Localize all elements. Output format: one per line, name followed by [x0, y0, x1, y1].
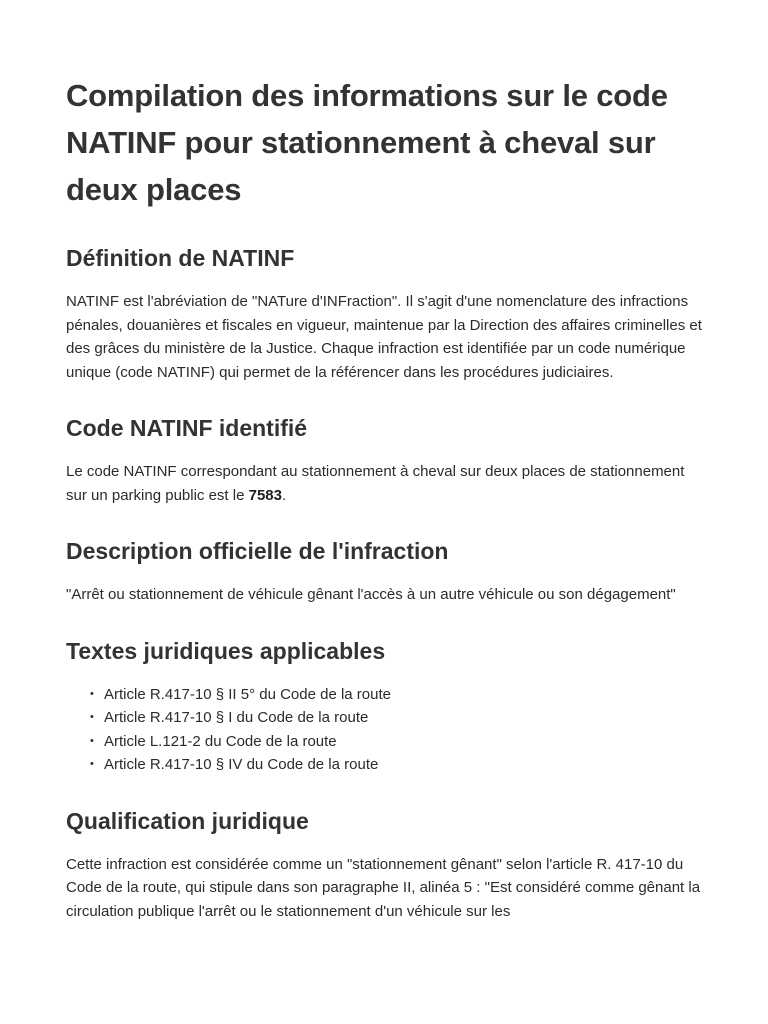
section-text-description: "Arrêt ou stationnement de véhicule gênant l'accès à un autre véhicule ou son dégagement" — [66, 586, 676, 603]
section-textes — [66, 636, 702, 777]
section-definition — [66, 243, 702, 384]
law-list — [66, 683, 702, 777]
section-heading-definition: Définition de NATINF — [66, 245, 295, 271]
section-heading-code: Code NATINF identifié — [66, 415, 308, 441]
list-item — [90, 706, 702, 730]
list-item-text: Article R.417-10 § I du Code de la route — [104, 709, 369, 726]
section-heading-textes: Textes juridiques applicables — [66, 637, 386, 664]
bullet-icon: • — [90, 734, 94, 747]
section-text-definition: NATINF est l'abréviation de "NATure d'INFraction". Il s'agit d'une nomenclature des infractions pénales, douanières et fiscales en vigueur, maintenue par la Direction des affaires criminelles et des grâces du ministère de la Justice. Chaque infraction est identifiée par un code numérique unique (code NATINF) qui permet de la référencer dans les procédures judiciaires. — [66, 293, 702, 381]
list-item-text: Article R.417-10 § II 5° du Code de la route — [104, 685, 391, 703]
section-code — [66, 413, 702, 507]
bullet-icon: • — [90, 758, 94, 770]
natinf-code-value: 7583 — [248, 486, 282, 504]
list-item — [90, 730, 702, 754]
list-item — [90, 683, 702, 707]
bullet-icon: • — [90, 711, 94, 723]
section-qualification — [66, 806, 702, 924]
list-item-text: Article R.417-10 § IV du Code de la route — [104, 756, 379, 773]
section-text-code — [66, 460, 702, 507]
code-text-before: Le code NATINF correspondant au stationnement à cheval sur deux places de stationnement sur un parking public est le — [66, 463, 685, 504]
section-text-qualification: Cette infraction est considérée comme un "stationnement gênant" selon l'article R. 417-10 du Code de la route, qui stipule dans son paragraphe II, alinéa 5 : "Est considéré comme gênant la circulation publique l'arrêt ou le stationnement d'un véhicule sur les — [66, 855, 701, 920]
code-text-after: . — [281, 486, 287, 504]
section-heading-qualification: Qualification juridique — [66, 807, 309, 834]
page-title: Compilation des informations sur le code NATINF pour stationnement à cheval sur deux places — [66, 78, 668, 207]
list-item — [90, 753, 702, 777]
list-item-text: Article L.121-2 du Code de la route — [104, 732, 337, 750]
section-heading-description: Description officielle de l'infraction — [66, 538, 449, 564]
section-description — [66, 536, 702, 607]
bullet-icon: • — [90, 687, 94, 700]
